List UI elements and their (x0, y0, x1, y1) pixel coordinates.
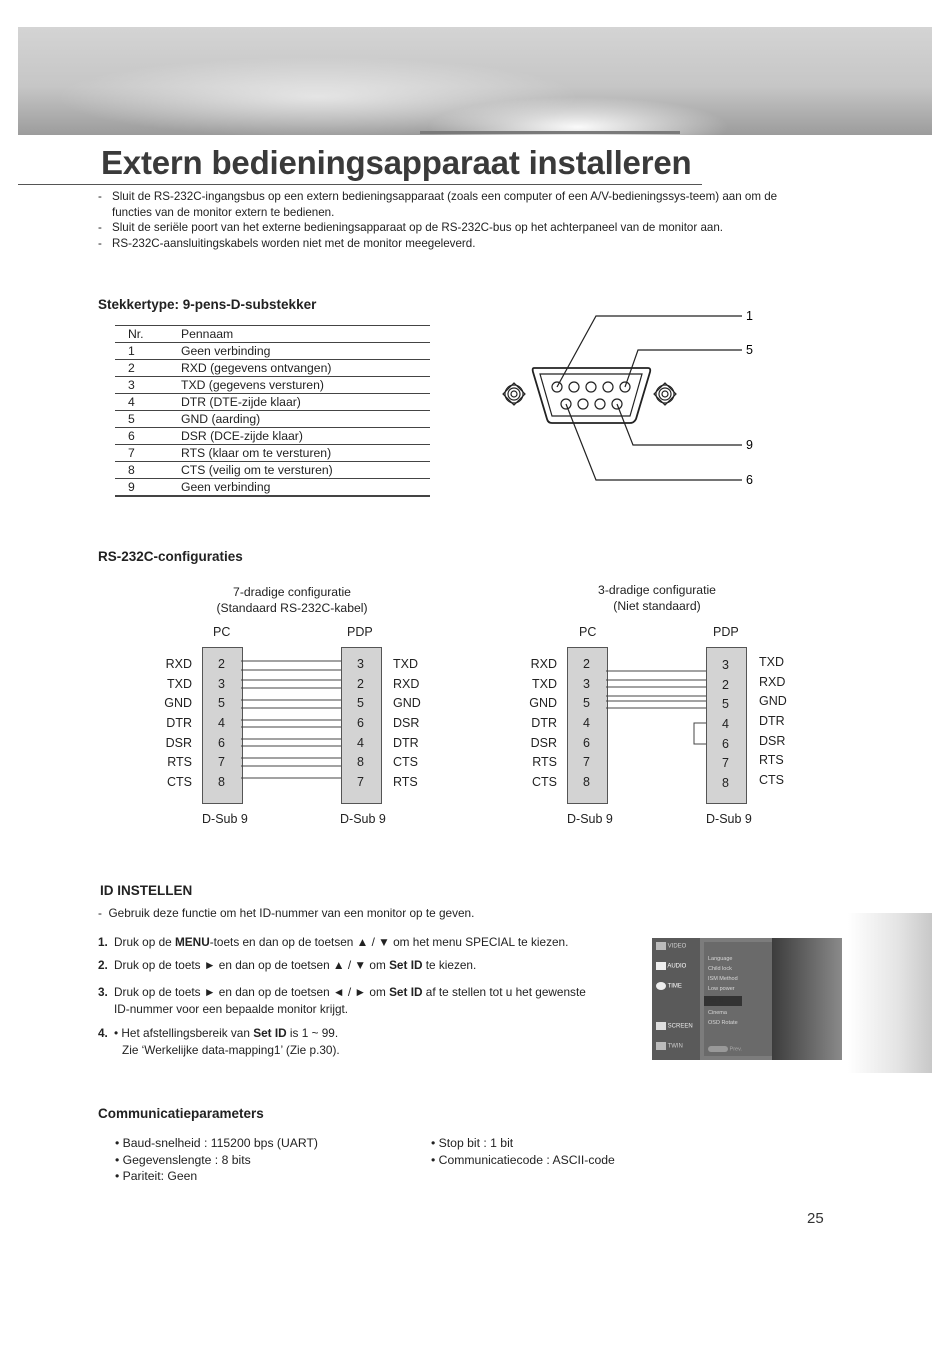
osd-item: Language (708, 956, 733, 962)
three-wire-left-footer: D-Sub 9 (567, 812, 613, 826)
pin-name: GND (aarding) (181, 411, 430, 428)
intro-item: - Sluit de seriële poort van het externe bedieningsapparaat op de RS-232C-bus op het achterpaneel van de monitor aan. (98, 220, 788, 236)
pin-label: 3 (722, 658, 729, 672)
signal-label: CTS (393, 755, 418, 769)
table-row (115, 343, 430, 360)
signal-label: RXD (759, 675, 786, 689)
pin-label: 4 (218, 716, 225, 730)
signal-label: DSR (165, 736, 192, 750)
pin-table (115, 325, 430, 497)
step-text: Druk op de toets ► en dan op de toetsen ◄ / ► om (114, 985, 390, 999)
step-text: te kiezen. (422, 958, 477, 972)
step-keyword: Set ID (253, 1026, 287, 1040)
pin-name: Geen verbinding (181, 479, 430, 497)
pin-number: 1 (115, 343, 181, 360)
step-text: af te stellen tot u het gewenste ID-nummer voor een bepaalde monitor krijgt. (114, 985, 586, 1016)
id-intro-text: Gebruik deze functie om het ID-nummer van een monitor op te geven. (108, 906, 475, 920)
osd-preview-area (772, 938, 842, 1060)
osd-tab: TWIN (656, 1042, 683, 1050)
seven-wire-pc-label: PC (213, 625, 231, 639)
pin-callout-5: 5 (746, 343, 753, 357)
pin-label: 2 (722, 678, 729, 692)
step-2 (98, 957, 628, 974)
step-number: 2. (98, 958, 108, 972)
signal-label: GND (759, 694, 787, 708)
pin-callout-6: 6 (746, 473, 753, 487)
signal-label: RXD (530, 657, 557, 671)
signal-label: DTR (166, 716, 192, 730)
pin-label: 6 (583, 736, 590, 750)
screw-right-icon (654, 383, 676, 405)
signal-label: CTS (167, 775, 192, 789)
id-steps (98, 934, 628, 1059)
seven-wire-right-footer: D-Sub 9 (340, 812, 386, 826)
pin-name: RTS (klaar om te versturen) (181, 445, 430, 462)
pin-label: 3 (218, 677, 225, 691)
pin-row-bottom (561, 399, 622, 409)
seven-wire-left-signals (150, 657, 200, 797)
three-wire-right-pins (722, 658, 742, 798)
step-keyword: Set ID (389, 985, 423, 999)
three-wire-left-pins (583, 657, 603, 797)
seven-wire-right-signals (393, 657, 443, 797)
step-text: Druk op de toets ► en dan op de toetsen ▲ / ▼ om (114, 958, 390, 972)
pin-label: 3 (357, 657, 364, 671)
header-banner (18, 27, 932, 135)
pin-label: 2 (218, 657, 225, 671)
signal-label: GND (164, 696, 192, 710)
table-row (115, 462, 430, 479)
osd-tab: AUDIO (656, 962, 686, 970)
id-heading: ID INSTELLEN (100, 883, 193, 898)
seven-wire-caption (192, 584, 392, 616)
comm-param: • Gegevenslengte : 8 bits (115, 1152, 251, 1167)
title-rule (18, 184, 702, 185)
pin-number: 5 (115, 411, 181, 428)
table-row (115, 445, 430, 462)
three-wire-caption (557, 582, 757, 614)
signal-label: DSR (393, 716, 420, 730)
comm-param: • Baud-snelheid : 115200 bps (UART) (115, 1136, 318, 1150)
pin-number: 4 (115, 394, 181, 411)
pin-label: 8 (722, 776, 729, 790)
three-wire-caption-2: (Niet standaard) (613, 599, 701, 613)
id-intro (98, 906, 474, 920)
pin-callout-1: 1 (746, 309, 753, 323)
pin-label: 8 (218, 775, 225, 789)
three-wire-right-footer: D-Sub 9 (706, 812, 752, 826)
seven-wire-wiring (241, 647, 341, 802)
step-text: Zie ‘Werkelijke data-mapping1’ (Zie p.30). (122, 1043, 340, 1057)
signal-label: CTS (759, 773, 784, 787)
page-number: 25 (807, 1210, 824, 1227)
pin-number: 9 (115, 479, 181, 497)
osd-item: Child lock (708, 966, 732, 972)
pin-row-top (552, 382, 630, 392)
column-header-nr: Nr. (115, 326, 181, 343)
step-keyword: MENU (174, 935, 210, 949)
pin-number: 3 (115, 377, 181, 394)
pin-label: 7 (218, 755, 225, 769)
step-1 (98, 934, 628, 951)
pin-label: 4 (357, 736, 364, 750)
signal-label: TXD (759, 655, 784, 669)
pin-number: 6 (115, 428, 181, 445)
step-4 (98, 1025, 628, 1059)
callout-line-pin9 (617, 404, 742, 445)
signal-label: TXD (532, 677, 557, 691)
table-row (115, 377, 430, 394)
seven-wire-left-footer: D-Sub 9 (202, 812, 248, 826)
osd-item: OSD Rotate (708, 1020, 738, 1026)
signal-label: RXD (393, 677, 420, 691)
osd-items-panel (704, 942, 772, 1056)
seven-wire-caption-2: (Standaard RS-232C-kabel) (216, 601, 368, 615)
seven-wire-caption-1: 7-dradige configuratie (233, 585, 351, 599)
configs-heading: RS-232C-configuraties (98, 549, 243, 564)
pin-name: DTR (DTE-zijde klaar) (181, 394, 430, 411)
osd-footer: Prev. (708, 1046, 742, 1052)
pin-name: TXD (gegevens versturen) (181, 377, 430, 394)
banner-accent-line (420, 131, 680, 134)
intro-item: - Sluit de RS-232C-ingangsbus op een extern bedieningsapparaat (zoals een computer of een A/V-bedieningssys-teem) aan om de functies van de monitor extern te bedienen. (98, 189, 788, 220)
three-wire-pc-label: PC (579, 625, 597, 639)
signal-label: DSR (530, 736, 557, 750)
seven-wire-left-pins (218, 657, 238, 797)
page-title: Extern bedieningsapparaat installeren (101, 144, 692, 181)
comm-params-right (431, 1135, 615, 1168)
step-number: 4. (98, 1026, 108, 1040)
connector-heading: Stekkertype: 9-pens-D-substekker (98, 297, 317, 312)
seven-wire-pdp-label: PDP (347, 625, 373, 639)
pin-number: 2 (115, 360, 181, 377)
step-text: Druk op de (114, 935, 175, 949)
pin-label: 6 (722, 737, 729, 751)
table-header-row (115, 326, 430, 343)
pin-label: 7 (722, 756, 729, 770)
signal-label: TXD (167, 677, 192, 691)
signal-label: DTR (531, 716, 557, 730)
seven-wire-right-pins (357, 657, 377, 797)
three-wire-caption-1: 3-dradige configuratie (598, 583, 716, 597)
pin-label: 5 (583, 696, 590, 710)
three-wire-left-signals (515, 657, 565, 797)
osd-tab: SCREEN (656, 1022, 693, 1030)
three-wire-right-signals (759, 655, 809, 795)
signal-label: GND (393, 696, 421, 710)
pin-label: 4 (722, 717, 729, 731)
comm-heading: Communicatieparameters (98, 1106, 264, 1121)
pin-label: 5 (357, 696, 364, 710)
step-text: is 1 ~ 99. (286, 1026, 339, 1040)
callout-line-pin6 (566, 404, 742, 480)
signal-label: RTS (532, 755, 557, 769)
pin-label: 6 (357, 716, 364, 730)
comm-params-left (115, 1135, 318, 1185)
osd-tab: VIDEO (656, 942, 686, 950)
pin-label: 3 (583, 677, 590, 691)
pin-number: 7 (115, 445, 181, 462)
pin-label: 7 (357, 775, 364, 789)
table-row (115, 411, 430, 428)
intro-list (98, 189, 788, 251)
pin-name: CTS (veilig om te versturen) (181, 462, 430, 479)
osd-item: ISM Method (708, 976, 738, 982)
pin-label: 8 (357, 755, 364, 769)
signal-label: TXD (393, 657, 418, 671)
pin-name: RXD (gegevens ontvangen) (181, 360, 430, 377)
osd-tab-column (652, 938, 700, 1060)
signal-label: DSR (759, 734, 786, 748)
intro-item: - RS-232C-aansluitingskabels worden niet met de monitor meegeleverd. (98, 236, 788, 252)
three-wire-pdp-label: PDP (713, 625, 739, 639)
signal-label: CTS (532, 775, 557, 789)
step-keyword: Set ID (389, 958, 423, 972)
step-number: 3. (98, 985, 108, 999)
osd-menu-screenshot (652, 938, 842, 1060)
comm-param: • Communicatiecode : ASCII-code (431, 1152, 615, 1167)
step-3 (98, 984, 594, 1018)
signal-label: DTR (393, 736, 419, 750)
pin-number: 8 (115, 462, 181, 479)
table-row (115, 479, 430, 497)
column-header-pinname: Pennaam (181, 326, 430, 343)
table-row (115, 428, 430, 445)
signal-label: RTS (759, 753, 784, 767)
pin-label: 4 (583, 716, 590, 730)
signal-label: RXD (165, 657, 192, 671)
comm-param: • Stop bit : 1 bit (431, 1136, 514, 1150)
osd-item-selected: Set ID (704, 996, 742, 1006)
osd-item: Cinema (708, 1010, 727, 1016)
osd-item: Low power (708, 986, 735, 992)
side-gradient-block (848, 913, 932, 1073)
comm-param: • Pariteit: Geen (115, 1169, 198, 1183)
osd-items (708, 954, 738, 1028)
signal-label: DTR (759, 714, 785, 728)
signal-label: RTS (393, 775, 418, 789)
pin-name: DSR (DCE-zijde klaar) (181, 428, 430, 445)
three-wire-wiring (606, 647, 706, 802)
pin-callout-9: 9 (746, 438, 753, 452)
table-row (115, 360, 430, 377)
step-text: -toets en dan op de toetsen ▲ / ▼ om het menu SPECIAL te kiezen. (209, 935, 569, 949)
pin-label: 5 (722, 697, 729, 711)
dsub-connector-diagram (490, 305, 770, 495)
osd-tab: TIME (656, 982, 682, 990)
dash-bullet: - (98, 906, 109, 920)
signal-label: RTS (167, 755, 192, 769)
connector-inner (540, 374, 642, 416)
table-row (115, 394, 430, 411)
connector-shell (533, 368, 651, 423)
screw-left-icon (503, 383, 525, 405)
pin-label: 5 (218, 696, 225, 710)
step-number: 1. (98, 935, 108, 949)
pin-label: 7 (583, 755, 590, 769)
pin-label: 6 (218, 736, 225, 750)
pin-label: 8 (583, 775, 590, 789)
pin-label: 2 (583, 657, 590, 671)
pin-label: 2 (357, 677, 364, 691)
signal-label: GND (529, 696, 557, 710)
step-text: • Het afstellingsbereik van (114, 1026, 254, 1040)
pin-name: Geen verbinding (181, 343, 430, 360)
